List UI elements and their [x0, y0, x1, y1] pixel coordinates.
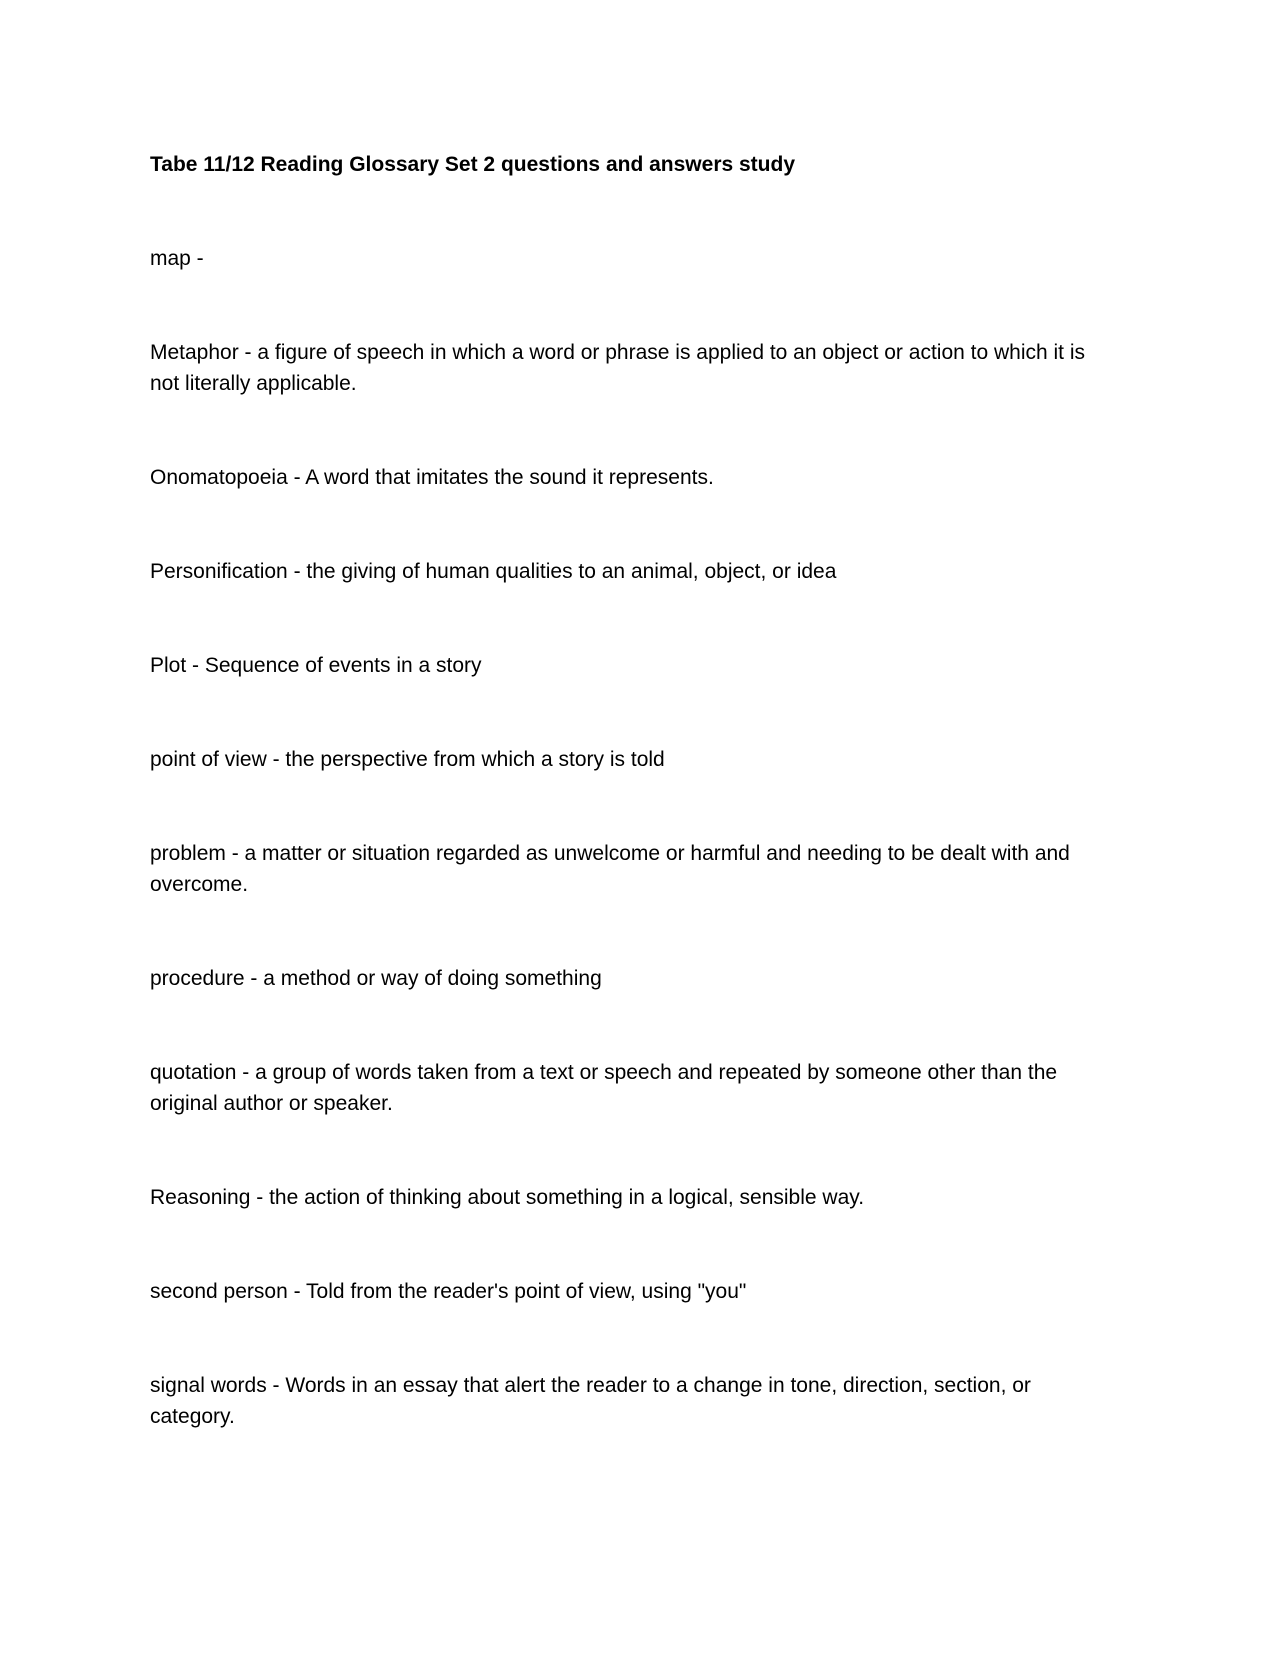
- document-title: Tabe 11/12 Reading Glossary Set 2 questions and answers study: [150, 153, 796, 176]
- glossary-entry: Onomatopoeia - A word that imitates the sound it represents.: [150, 466, 714, 489]
- glossary-entry: quotation - a group of words taken from a text or speech and repeated by someone other than the original author or speaker.: [150, 1061, 1058, 1115]
- glossary-entry: Reasoning - the action of thinking about something in a logical, sensible way.: [150, 1186, 865, 1209]
- glossary-entry: Personification - the giving of human qualities to an animal, object, or idea: [150, 560, 837, 583]
- glossary-entry: map -: [150, 247, 204, 270]
- glossary-entry: Plot - Sequence of events in a story: [150, 654, 482, 677]
- glossary-entry: point of view - the perspective from which a story is told: [150, 748, 665, 771]
- glossary-entry: signal words - Words in an essay that alert the reader to a change in tone, direction, section, or category.: [150, 1374, 1031, 1428]
- glossary-entry: Metaphor - a figure of speech in which a word or phrase is applied to an object or action to which it is not literally applicable.: [150, 341, 1086, 395]
- glossary-entry: problem - a matter or situation regarded as unwelcome or harmful and needing to be dealt with and overcome.: [150, 842, 1070, 896]
- glossary-entry: second person - Told from the reader's point of view, using "you": [150, 1280, 747, 1303]
- glossary-entry: procedure - a method or way of doing something: [150, 967, 602, 990]
